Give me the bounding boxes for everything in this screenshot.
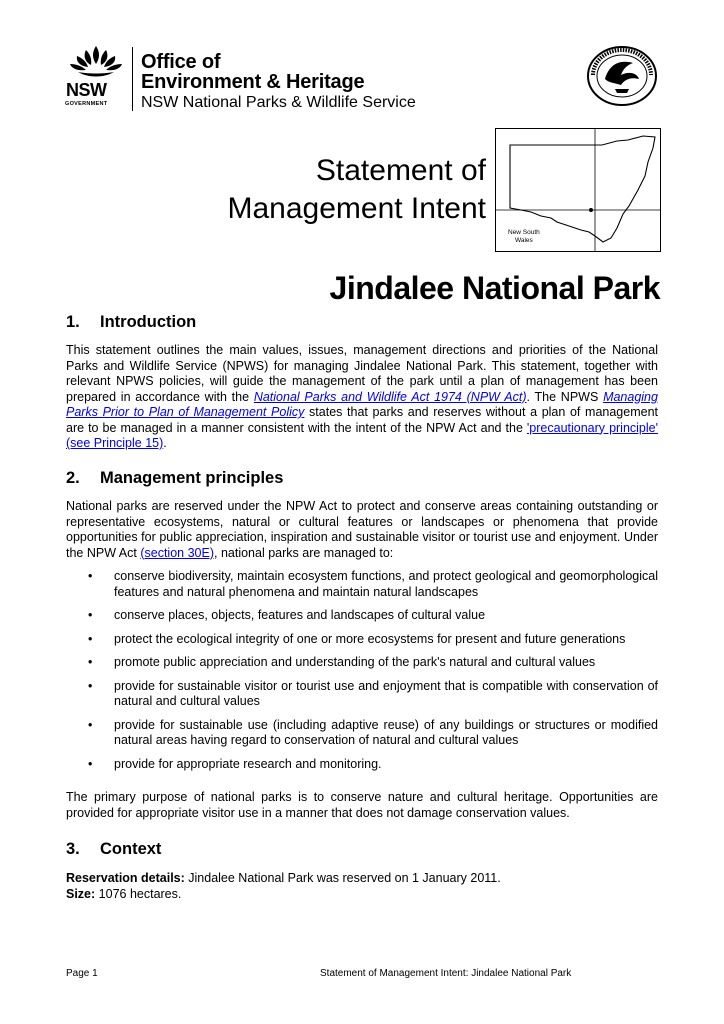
principles-text-2: , national parks are managed to:: [214, 545, 394, 560]
section-1-number: 1.: [66, 313, 80, 331]
map-label-line-2: Wales: [514, 237, 533, 244]
section-2-number: 2.: [66, 469, 80, 487]
section-3-title: Context: [100, 840, 162, 858]
intro-text-4: .: [163, 436, 167, 450]
office-line-3: NSW National Parks & Wildlife Service: [141, 94, 416, 111]
office-logo-text: [141, 52, 416, 111]
office-line-1: Office of: [141, 51, 221, 73]
npw-act-link[interactable]: National Parks and Wildlife Act 1974 (NPW Act): [253, 389, 527, 404]
section-3-number: 3.: [66, 840, 80, 858]
reservation-details: [66, 871, 658, 887]
map-label: [508, 229, 540, 245]
title-line-2: Management Intent: [227, 192, 486, 225]
precautionary-principle-link[interactable]: 'precautionary principle' (see Principle 15): [66, 420, 659, 450]
document-title: [227, 152, 486, 228]
principles-text-1: National parks are reserved under the NPW Act to protect and conserve areas containing outstanding or representative ecosystems, natural or cultural features or landscapes or phenomena that provide opportunities for public appreciation, inspiration and sustainable visitor or tourist use and enjoyment. Under the NPW Act: [66, 499, 658, 560]
map-label-line-1: New South: [508, 229, 540, 236]
principles-paragraph: [66, 499, 658, 561]
title-line-1: Statement of: [315, 154, 486, 187]
principles-closing: The primary purpose of national parks is to conserve nature and cultural heritage. Opportunities are provided for appropriate visitor use in a manner that does not damage conservation values.: [66, 790, 658, 820]
park-name: Jindalee National Park: [329, 270, 660, 306]
context-details: [66, 871, 658, 902]
list-item: • provide for sustainable use (including adaptive reuse) of any buildings or structures or modified natural areas having regard to conservation of natural and cultural values: [66, 718, 658, 749]
list-item: • promote public appreciation and understanding of the park's natural and cultural values: [66, 655, 658, 671]
section-1-heading: [66, 313, 196, 332]
size-details: [66, 887, 658, 903]
npws-seal-icon: [585, 45, 659, 107]
government-label: GOVERNMENT: [65, 101, 108, 107]
office-line-2: Environment & Heritage: [141, 71, 365, 93]
nsw-wordmark: NSW: [66, 80, 107, 100]
list-item: • conserve places, objects, features and landscapes of cultural value: [66, 608, 658, 624]
principles-list: [66, 569, 658, 780]
list-item: • provide for appropriate research and monitoring.: [66, 757, 658, 773]
intro-text-3: states that parks and reserves without a plan of management are to be managed in a manner consistent with the intent of the NPW Act and the: [66, 405, 659, 435]
section-2-title: Management principles: [100, 469, 284, 487]
footer-page-number: Page 1: [66, 968, 98, 979]
footer-doc-title: Statement of Management Intent: Jindalee National Park: [320, 968, 572, 979]
waratah-logo-icon: [64, 44, 128, 80]
locator-map: [495, 128, 661, 252]
list-item: • conserve biodiversity, maintain ecosystem functions, and protect geological and geomorphological features and natural phenomena and maintain natural landscapes: [66, 569, 658, 600]
intro-text-2: . The NPWS: [526, 389, 604, 404]
reservation-text: Jindalee National Park was reserved on 1 January 2011.: [184, 871, 501, 885]
section-2-heading: [66, 469, 283, 488]
managing-parks-policy-link[interactable]: Managing Parks Prior to Plan of Management Policy: [66, 389, 658, 419]
reservation-label: Reservation details:: [66, 871, 185, 885]
intro-text-1: This statement outlines the main values, issues, management directions and priorities of the National Parks and Wildlife Service (NPWS) for managing Jindalee National Park. This statement, together with relevant NPWS policies, will guide the management of the park until a plan of management has been prepared in accordance with the: [66, 343, 658, 404]
list-item: • provide for sustainable visitor or tourist use and enjoyment that is compatible with conservation of natural and cultural values: [66, 679, 658, 710]
size-label: Size:: [66, 886, 96, 901]
logo-divider: [132, 47, 133, 111]
section-3-heading: [66, 840, 161, 859]
intro-paragraph: [66, 343, 658, 452]
section-30e-link[interactable]: (section 30E): [140, 545, 214, 560]
size-text: 1076 hectares.: [95, 886, 182, 901]
list-item: • protect the ecological integrity of one or more ecosystems for present and future generations: [66, 632, 658, 648]
section-1-title: Introduction: [100, 313, 197, 331]
